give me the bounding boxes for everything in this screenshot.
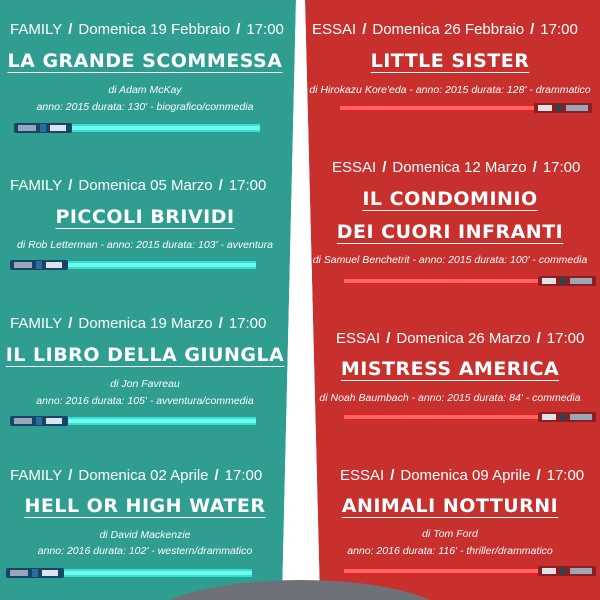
movie-title: PICCOLI BRIVIDI xyxy=(55,206,235,228)
event-header: ESSAI / Domenica 12 Marzo / 17:00 xyxy=(332,159,581,176)
info-line: anno: 2015 durata: 130' - biografico/commedia xyxy=(36,101,254,113)
category-label: ESSAI xyxy=(340,467,385,484)
essai-column xyxy=(300,0,600,600)
time-label: 17:00 xyxy=(224,467,263,484)
director-line: di David Mackenzie xyxy=(99,529,191,541)
event-header: ESSAI / Domenica 26 Febbraio / 17:00 xyxy=(312,21,578,38)
category-label: FAMILY xyxy=(10,21,63,38)
event-header: FAMILY / Domenica 05 Marzo / 17:00 xyxy=(10,177,267,194)
movie-title: IL LIBRO DELLA GIUNGLA xyxy=(5,344,285,366)
event-header: FAMILY / Domenica 19 Marzo / 17:00 xyxy=(10,315,267,332)
date-label: Domenica 09 Aprile xyxy=(400,467,531,484)
category-label: ESSAI xyxy=(332,159,377,176)
time-label: 17:00 xyxy=(228,177,267,194)
director-line: di Jon Favreau xyxy=(110,378,180,390)
movie-title-line-2: DEI CUORI INFRANTI xyxy=(336,221,564,243)
event-header: FAMILY / Domenica 02 Aprile / 17:00 xyxy=(10,467,263,484)
movie-title-line-1: IL CONDOMINIO xyxy=(362,188,538,210)
date-label: Domenica 02 Aprile xyxy=(78,467,209,484)
lightsaber-cyan-icon xyxy=(10,258,258,272)
lightsaber-cyan-icon xyxy=(10,414,258,428)
info-line: anno: 2016 durata: 102' - western/drammatico xyxy=(37,545,253,557)
time-label: 17:00 xyxy=(540,21,578,38)
date-label: Domenica 26 Marzo xyxy=(396,330,531,347)
category-label: ESSAI xyxy=(312,21,357,38)
date-label: Domenica 26 Febbraio xyxy=(372,21,525,38)
event-header: FAMILY / Domenica 19 Febbraio / 17:00 xyxy=(10,21,284,38)
movie-title: MISTRESS AMERICA xyxy=(340,358,560,380)
movie-title: LITTLE SISTER xyxy=(370,50,530,72)
category-label: FAMILY xyxy=(10,315,63,332)
lightsaber-red-icon xyxy=(344,564,596,578)
event-header: ESSAI / Domenica 26 Marzo / 17:00 xyxy=(336,330,585,347)
lightsaber-cyan-icon xyxy=(14,121,262,135)
date-label: Domenica 12 Marzo xyxy=(392,159,527,176)
time-label: 17:00 xyxy=(228,315,267,332)
time-label: 17:00 xyxy=(546,330,585,347)
time-label: 17:00 xyxy=(542,159,581,176)
time-label: 17:00 xyxy=(246,21,284,38)
director-line: di Hirokazu Kore'eda - anno: 2015 durata: 128' - drammatico xyxy=(309,84,591,96)
movie-title: LA GRANDE SCOMMESSA xyxy=(7,50,283,72)
lightsaber-cyan-icon xyxy=(6,566,254,580)
category-label: ESSAI xyxy=(336,330,381,347)
director-line: di Rob Letterman - anno: 2015 durata: 103' - avventura xyxy=(17,239,273,251)
info-line: anno: 2016 durata: 116' - thriller/drammatico xyxy=(347,545,553,557)
movie-title: HELL OR HIGH WATER xyxy=(24,495,266,517)
event-header: ESSAI / Domenica 09 Aprile / 17:00 xyxy=(340,467,585,484)
director-line: di Tom Ford xyxy=(422,528,478,540)
director-line: di Samuel Benchetrit - anno: 2015 durata: 100' - commedia xyxy=(312,254,588,266)
movie-title: ANIMALI NOTTURNI xyxy=(341,495,559,517)
lightsaber-red-icon xyxy=(340,101,592,115)
date-label: Domenica 19 Marzo xyxy=(78,315,213,332)
director-line: di Noah Baumbach - anno: 2015 durata: 84' - commedia xyxy=(319,392,581,404)
lightsaber-red-icon xyxy=(344,410,596,424)
category-label: FAMILY xyxy=(10,177,63,194)
date-label: Domenica 19 Febbraio xyxy=(78,21,231,38)
info-line: anno: 2016 durata: 105' - avventura/commedia xyxy=(36,395,254,407)
lightsaber-red-icon xyxy=(344,274,596,288)
category-label: FAMILY xyxy=(10,467,63,484)
director-line: di Adam McKay xyxy=(108,84,182,96)
time-label: 17:00 xyxy=(546,467,585,484)
date-label: Domenica 05 Marzo xyxy=(78,177,213,194)
